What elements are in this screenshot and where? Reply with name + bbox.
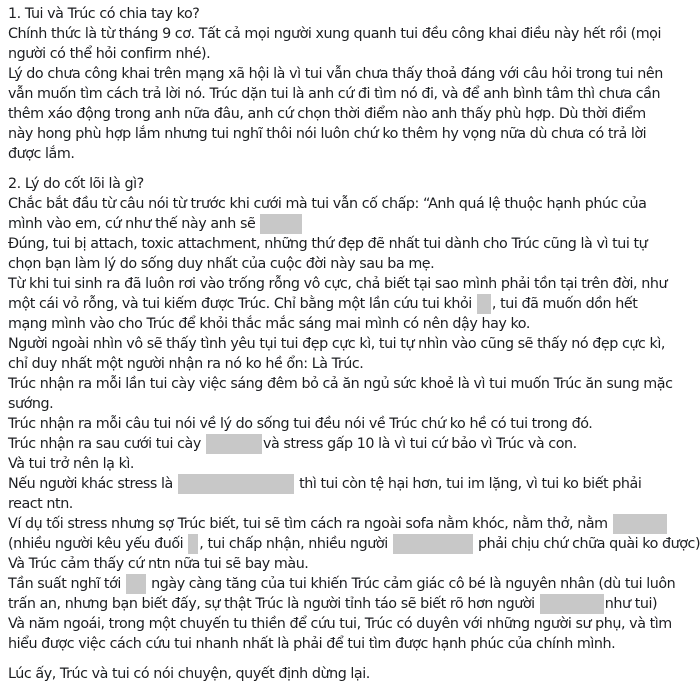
text-line <box>8 594 669 614</box>
text-line: Chính thức là từ tháng 9 cơ. Tất cả mọi người xung quanh tui đều công khai điều này hết rồi (mọi <box>8 26 661 42</box>
text-line: Đúng, tui bị attach, toxic attachment, những thứ đẹp đẽ nhất tui dành cho Trúc cũng là vì tui tự <box>8 236 648 252</box>
text-line: này hong phù hợp lắm nhưng tui nghĩ thôi nói luôn chứ ko thêm hy vọng nữa dù chưa có trả lời <box>8 126 647 142</box>
text-fragment: , tui đã muốn dồn hết <box>491 296 638 312</box>
text-line <box>8 534 700 554</box>
section-1-heading: 1. Tui và Trúc có chia tay ko? <box>8 6 200 22</box>
text-line: thêm xáo động trong anh nữa đâu, anh cứ chọn thời điểm nào anh thấy phù hợp. Dù thời điểm <box>8 106 646 122</box>
text-line: mạng mình vào cho Trúc để khỏi thắc mắc sáng mai mình có nên dậy hay ko. <box>8 316 530 332</box>
section-2 <box>8 174 700 654</box>
redacted-block <box>613 514 667 534</box>
text-line: vẫn muốn tìm cách trả lời nó. Trúc dặn tui là anh cứ đi tìm nó đi, và để anh bình tâm thì chưa cần <box>8 86 661 102</box>
text-line: sướng. <box>8 396 54 412</box>
text-line: hiểu được việc cách cứu tui nhanh nhất là phải để tui tìm được hạnh phúc của chính mình. <box>8 636 616 652</box>
text-line: Và Trúc cảm thấy cứ ntn nữa tui sẽ bay màu. <box>8 556 309 572</box>
text-line: chỉ duy nhất một người nhận ra nó ko hề ổn: Là Trúc. <box>8 356 364 372</box>
text-line: Và tui trở nên lạ kì. <box>8 456 135 472</box>
text-fragment: và stress gấp 10 là vì tui cứ bảo vì Trúc và con. <box>262 436 577 452</box>
text-fragment: như tui) <box>604 596 658 612</box>
text-fragment: ngày càng tăng của tui khiến Trúc cảm giác cô bé là nguyên nhân (dù tui luôn <box>151 576 676 592</box>
text-line: Lý do chưa công khai trên mạng xã hội là vì tui vẫn chưa thấy thoả đáng với câu hỏi trong tui nên <box>8 66 663 82</box>
redacted-block <box>178 474 294 494</box>
text-line: Lúc ấy, Trúc và tui có nói chuyện, quyết định dừng lại. <box>8 666 370 682</box>
text-line <box>8 434 669 454</box>
section-2-heading: 2. Lý do cốt lõi là gì? <box>8 176 144 192</box>
closing-paragraph <box>8 664 669 684</box>
text-line <box>8 514 669 534</box>
text-fragment: Nếu người khác stress là <box>8 476 173 492</box>
redacted-block <box>126 574 146 594</box>
text-fragment: thì tui còn tệ hại hơn, tui im lặng, vì tui ko biết phải <box>299 476 642 492</box>
text-line: react ntn. <box>8 496 73 512</box>
text-line <box>8 294 669 314</box>
text-line: người có thể hỏi confirm nhé). <box>8 46 211 62</box>
text-line: Trúc nhận ra mỗi câu tui nói về lý do sống tui đều nói về Trúc chứ ko hề có tui trong đó. <box>8 416 593 432</box>
text-line: Trúc nhận ra mỗi lần tui cày việc sáng đêm bỏ cả ăn ngủ sức khoẻ là vì tui muốn Trúc ăn sung mặc <box>8 376 673 392</box>
text-line: Chắc bắt đầu từ câu nói từ trước khi cưới mà tui vẫn cố chấp: “Anh quá lệ thuộc hạnh phúc của <box>8 196 647 212</box>
text-line: chọn bạn làm lý do sống duy nhất của cuộc đời này sau ba mẹ. <box>8 256 435 272</box>
text-line: Từ khi tui sinh ra đã luôn rơi vào trống rỗng vô cực, chả biết tại sao mình phải tồn tại trên đời, như <box>8 276 668 292</box>
text-fragment: (nhiều người kêu yếu đuối <box>8 536 184 552</box>
redacted-block <box>260 214 302 234</box>
text-fragment: Trúc nhận ra sau cưới tui cày <box>8 436 201 452</box>
redacted-block <box>393 534 473 554</box>
text-fragment: mình vào em, cứ như thế này anh sẽ <box>8 216 256 232</box>
paragraph-gap <box>8 164 669 174</box>
section-1 <box>8 4 669 164</box>
text-line: Người ngoài nhìn vô sẽ thấy tình yêu tụi tui đẹp cực kì, tui tự nhìn vào cũng sẽ thấy nó đẹp cực kì, <box>8 336 665 352</box>
text-fragment: , tui chấp nhận, nhiều người <box>199 536 388 552</box>
redacted-block <box>540 594 604 614</box>
text-line <box>8 214 669 234</box>
text-line: Và năm ngoái, trong một chuyến tu thiền để cứu tui, Trúc có duyên với những người sư phụ, và tìm <box>8 616 672 632</box>
redacted-block <box>477 294 491 314</box>
text-line <box>8 574 676 594</box>
text-fragment: trấn an, nhưng bạn biết đấy, sự thật Trúc là người tỉnh táo sẽ biết rõ hơn người <box>8 596 535 612</box>
text-line <box>8 474 669 494</box>
text-line: được lắm. <box>8 146 75 162</box>
text-fragment: Tần suất nghĩ tới <box>8 576 121 592</box>
text-fragment: một cái vỏ rỗng, và tui kiếm được Trúc. Chỉ bằng một lần cứu tui khỏi <box>8 296 472 312</box>
redacted-block <box>206 434 262 454</box>
redacted-block <box>188 534 198 554</box>
paragraph-gap <box>8 654 669 664</box>
text-fragment: Ví dụ tối stress nhưng sợ Trúc biết, tui sẽ tìm cách ra ngoài sofa nằm khóc, nằm thở, nằm <box>8 516 608 532</box>
text-fragment: phải chịu chứ chữa quài ko được) <box>477 536 700 552</box>
